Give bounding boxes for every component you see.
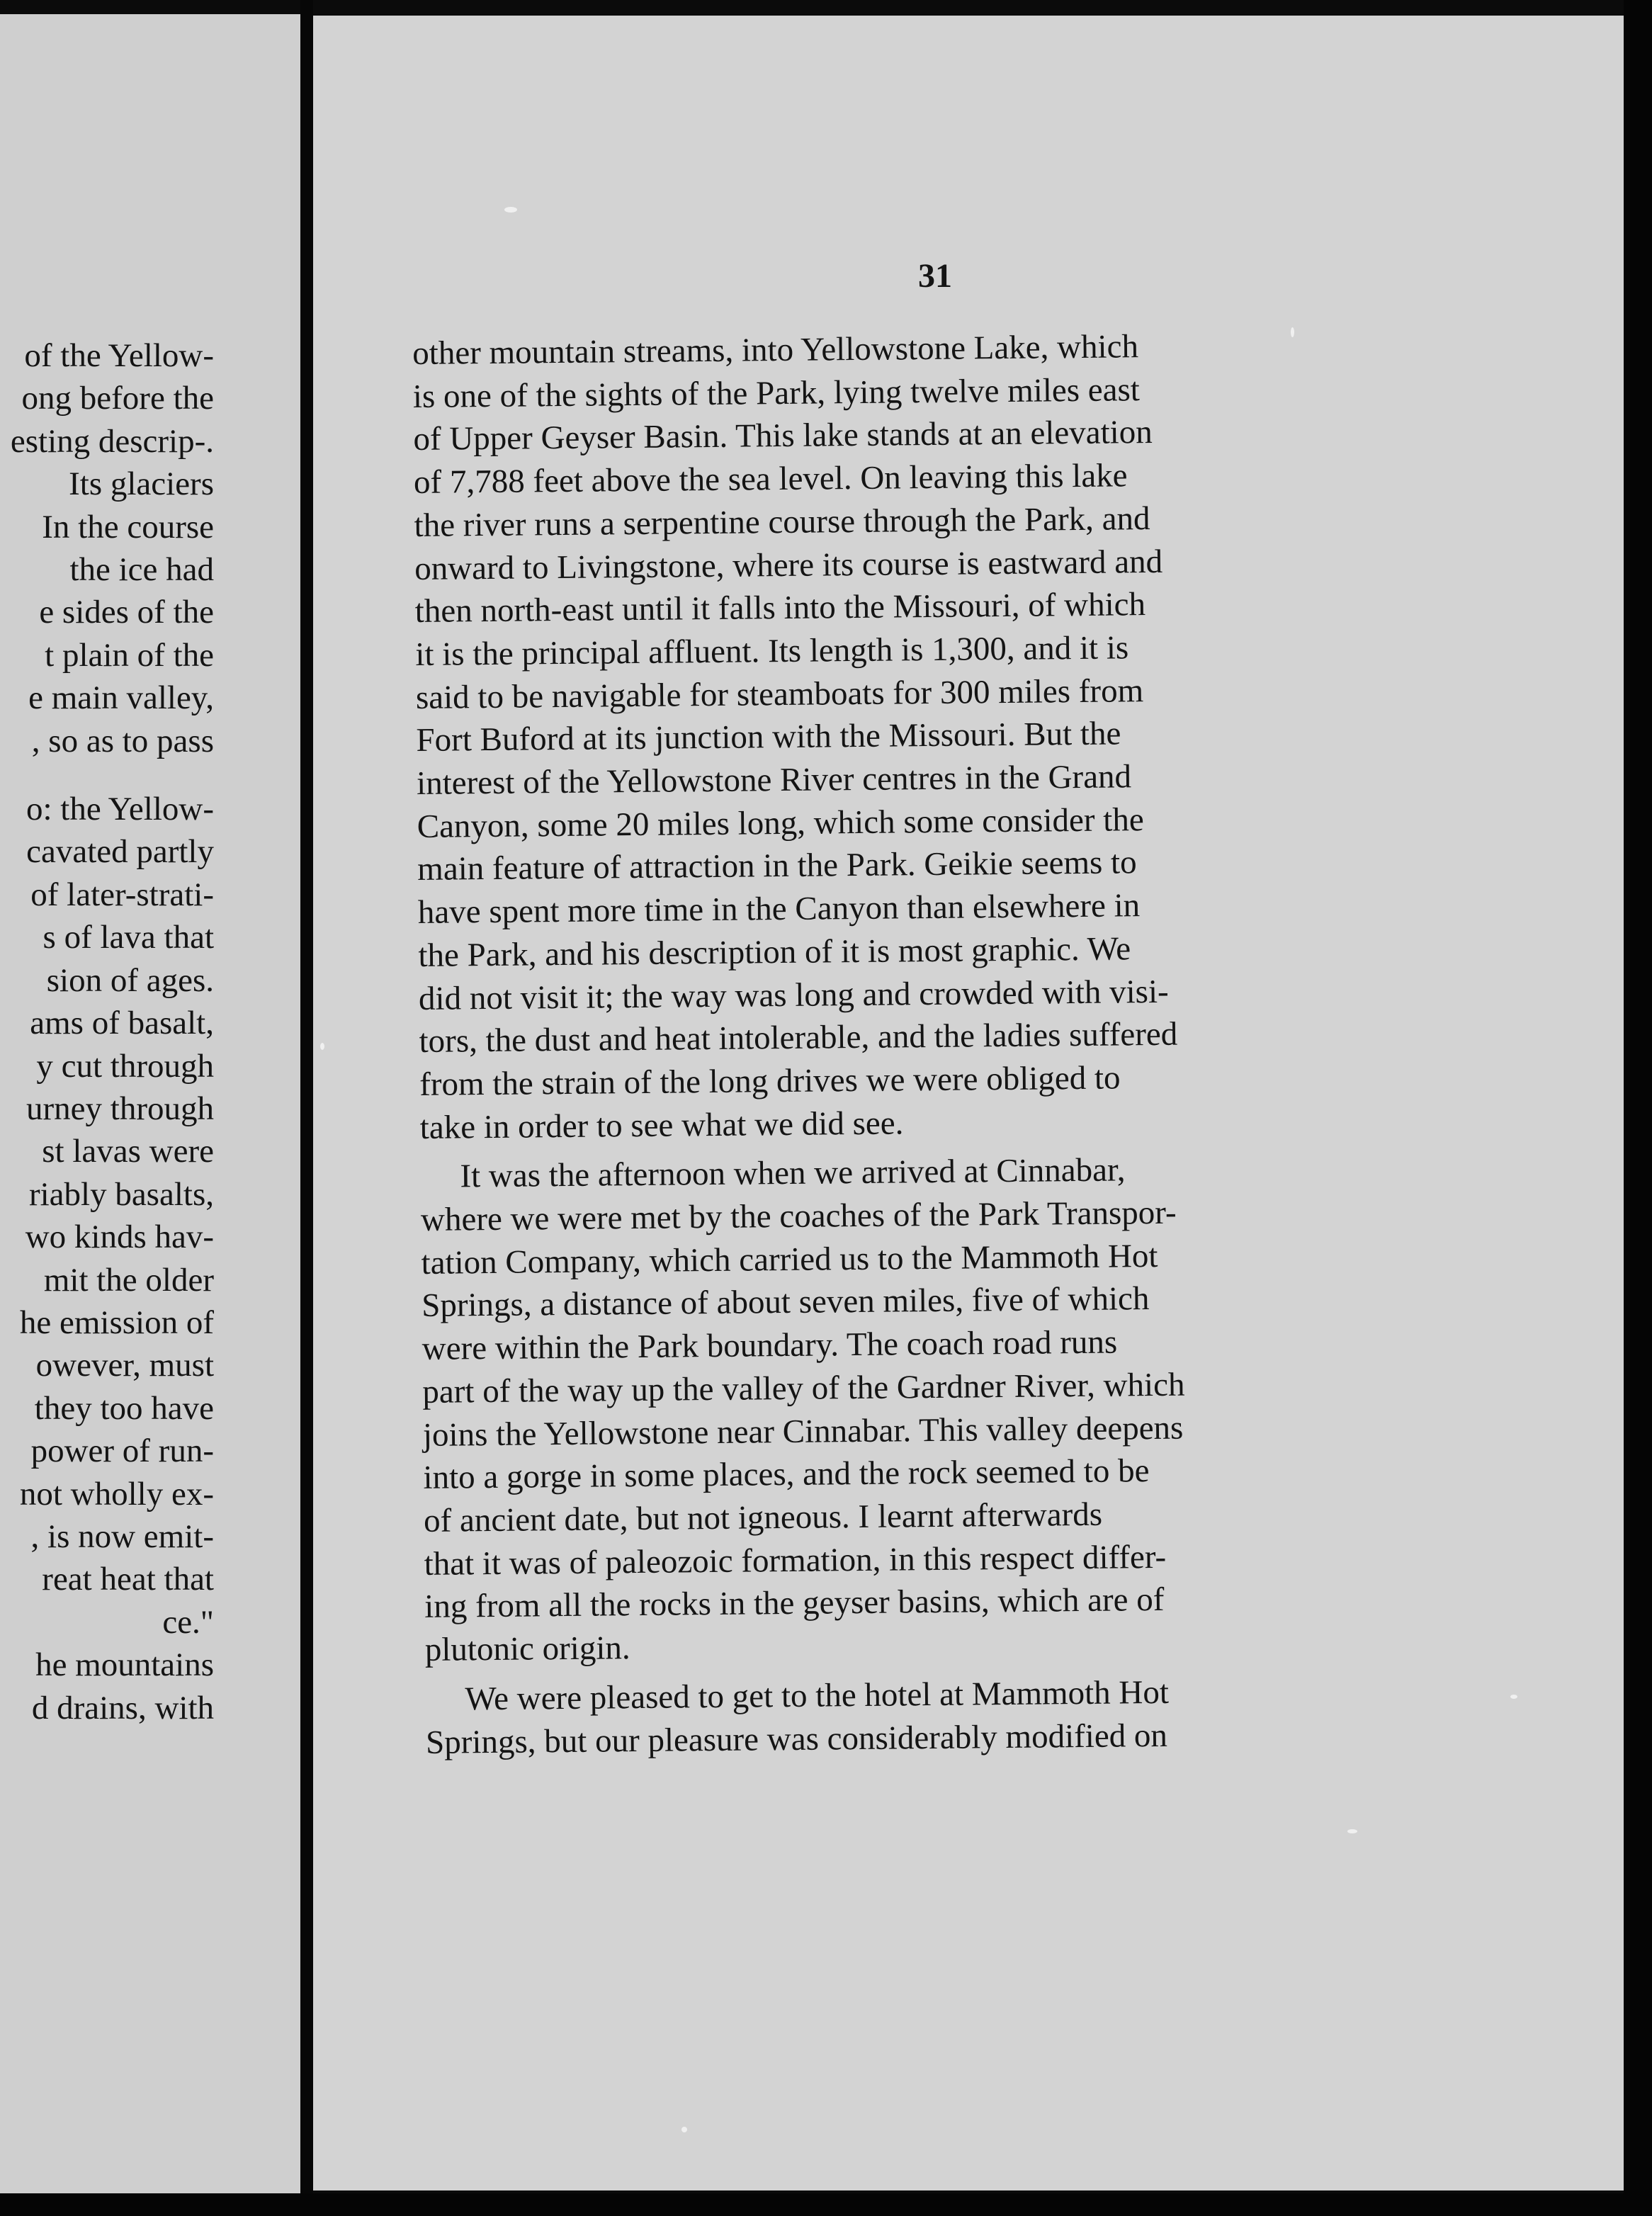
text-line: then north-east until it falls into the Missouri, of which <box>414 586 1146 631</box>
left-page-line: riably basalts, <box>28 1175 214 1213</box>
left-page-line: he mountains <box>35 1646 214 1684</box>
text-line: of 7,788 feet above the sea level. On leaving this lake <box>413 457 1128 502</box>
text-line: It was the afternoon when we arrived at Cinnabar, <box>460 1151 1126 1195</box>
text-line: joins the Yellowstone near Cinnabar. This valley deepens <box>422 1409 1184 1454</box>
paragraph <box>412 321 1617 1150</box>
text-line: the Park, and his description of it is most graphic. We <box>418 930 1131 974</box>
text-line: We were pleased to get to the hotel at Mammoth Hot <box>465 1673 1170 1718</box>
paragraph-gap <box>0 762 214 788</box>
left-page-line: s of lava that <box>43 919 214 956</box>
left-page-line: e main valley, <box>28 679 214 717</box>
left-page-line: urney through <box>26 1090 214 1127</box>
body-text <box>412 321 1623 1764</box>
scan-speck <box>681 2127 687 2132</box>
scan-speck <box>1347 1829 1357 1833</box>
text-line: is one of the sights of the Park, lying twelve miles east <box>412 371 1141 415</box>
text-line: of Upper Geyser Basin. This lake stands at an elevation <box>413 414 1153 458</box>
scan-speck <box>1510 1695 1517 1699</box>
left-page-line: Its glaciers <box>69 465 214 503</box>
left-page-line: reat heat that <box>42 1561 214 1598</box>
left-page-line: sion of ages. <box>46 961 214 999</box>
text-line: part of the way up the valley of the Gardner River, which <box>422 1366 1185 1411</box>
left-page-line: , is now emit- <box>30 1517 214 1555</box>
left-page-line: he emission of <box>19 1304 214 1341</box>
left-page-text <box>0 334 214 1729</box>
text-line: ing from all the rocks in the geyser basins, which are of <box>424 1581 1165 1626</box>
text-line: take in order to see what we did see. <box>419 1104 904 1146</box>
scan-speck <box>1291 327 1294 337</box>
text-line: said to be navigable for steamboats for 300 miles from <box>415 672 1144 716</box>
scan-speck <box>320 1043 324 1050</box>
left-page-line: ce." <box>162 1603 214 1641</box>
left-page-line: mit the older <box>43 1261 214 1299</box>
text-line: onward to Livingstone, where its course is eastward and <box>414 543 1163 587</box>
left-page-line: ams of basalt, <box>30 1005 214 1042</box>
left-page-line: t plain of the <box>45 636 214 674</box>
text-line: of ancient date, but not igneous. I learnt afterwards <box>423 1496 1103 1539</box>
left-page-line: ong before the <box>21 380 214 417</box>
left-page-line: power of run- <box>30 1432 214 1470</box>
text-line: Fort Buford at its junction with the Missouri. But the <box>416 715 1121 759</box>
text-line: main feature of attraction in the Park. Geikie seems to <box>417 844 1137 888</box>
text-line: other mountain streams, into Yellowstone Lake, which <box>412 328 1139 372</box>
scan-border-bottom <box>0 2193 1652 2216</box>
text-line: it is the principal affluent. Its length is 1,300, and it is <box>415 629 1129 673</box>
text-line: Canyon, some 20 miles long, which some consider the <box>417 801 1144 845</box>
right-page <box>313 16 1624 2190</box>
text-line: Springs, a distance of about seven miles, five of which <box>421 1280 1150 1325</box>
paragraph <box>420 1144 1622 1672</box>
left-page-line: st lavas were <box>42 1133 214 1170</box>
scan-speck <box>504 207 517 213</box>
page-number: 31 <box>918 257 952 295</box>
text-line: interest of the Yellowstone River centres in the Grand <box>416 758 1132 803</box>
left-page-line: y cut through <box>36 1047 214 1085</box>
text-line: where we were met by the coaches of the Park Transpor- <box>420 1194 1177 1239</box>
paragraph <box>425 1666 1623 1764</box>
left-page-line: e sides of the <box>39 594 214 631</box>
left-page-line: cavated partly <box>26 833 214 871</box>
text-line: were within the Park boundary. The coach road runs <box>422 1323 1118 1368</box>
left-page-line: esting descrip-. <box>10 422 214 460</box>
text-line: into a gorge in some places, and the rock seemed to be <box>423 1452 1150 1497</box>
scan-border-right <box>1624 0 1652 2216</box>
left-page-line: In the course <box>42 508 214 545</box>
left-page-line: of later-strati- <box>30 876 214 913</box>
left-page-line: d drains, with <box>31 1689 214 1726</box>
left-page-line: o: the Yellow- <box>26 791 214 828</box>
left-page-line: , so as to pass <box>31 722 214 759</box>
left-page-line: they too have <box>34 1389 214 1427</box>
text-line: the river runs a serpentine course through the Park, and <box>414 499 1150 544</box>
text-line: did not visit it; the way was long and crowded with visi- <box>418 973 1169 1017</box>
left-page <box>0 14 300 2196</box>
text-line: tors, the dust and heat intolerable, and the ladies suffered <box>419 1015 1178 1061</box>
left-page-line: of the Yellow- <box>24 337 214 374</box>
left-page-line: the ice had <box>69 551 214 589</box>
left-page-line: owever, must <box>35 1347 214 1384</box>
text-line: tation Company, which carried us to the Mammoth Hot <box>421 1237 1158 1282</box>
left-page-line: not wholly ex- <box>19 1475 214 1513</box>
text-line: that it was of paleozoic formation, in this respect differ- <box>424 1538 1167 1583</box>
left-page-line: wo kinds hav- <box>25 1219 214 1256</box>
text-line: plutonic origin. <box>424 1629 630 1669</box>
page-gutter <box>300 0 313 2216</box>
text-line: have spent more time in the Canyon than elsewhere in <box>417 887 1141 932</box>
text-line: from the strain of the long drives we were obliged to <box>419 1059 1121 1103</box>
text-line: Springs, but our pleasure was considerably modified on <box>425 1717 1168 1761</box>
